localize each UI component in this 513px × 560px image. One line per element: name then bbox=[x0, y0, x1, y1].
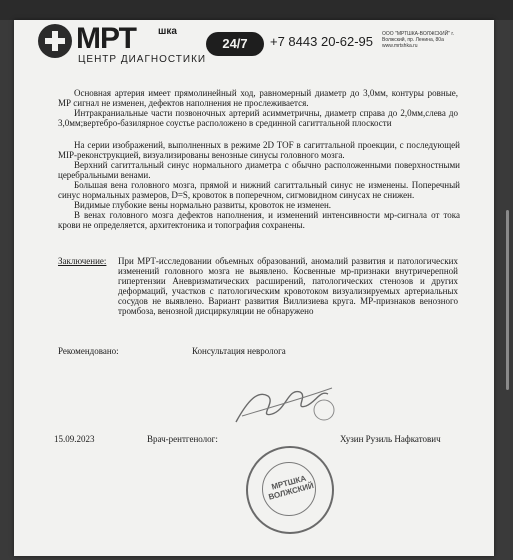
recommendation-value: Консультация невролога bbox=[192, 346, 286, 356]
conclusion-label: Заключение: bbox=[58, 256, 107, 266]
paragraph: Основная артерия имеет прямолинейный ход, равномерный диаметр до 3,0мм, контуры ровные, МР сигнал не изменен, дефектов наполнения не прослеживается. bbox=[58, 88, 458, 108]
paragraph: Большая вена головного мозга, прямой и нижний сагиттальный синус не изменены. Поперечный синус нормальных размеров, D=S, кровоток в поперечном, сигмовидном синусах не снижен. bbox=[58, 180, 460, 200]
conclusion-text: При МРТ-исследовании объемных образований, аномалий развития и патологических изменений головного мозга не выявлено. Косвенные мр-признаки внутричерепной гипертензии Аневризматических расширений, патологических стенозов и других деформаций, участков с патологическим кровотоком визуализируемых артериальных сосудов не выявлено. Вариант развития Виллизиева круга. МР-признаков венозного тромбоза, венозной дисциркуляции не обнаружено bbox=[118, 256, 458, 316]
logo-subtitle: ЦЕНТР ДИАГНОСТИКИ bbox=[78, 54, 207, 65]
phone-number: +7 8443 20-62-95 bbox=[270, 34, 374, 49]
logo-name: МРТ bbox=[76, 22, 136, 55]
report-paragraph-block-2 bbox=[58, 140, 460, 230]
paragraph: Верхний сагиттальный синус нормального диаметра с обычно расположенными поверхностными церебральными венами. bbox=[58, 160, 460, 180]
paragraph: На серии изображений, выполненных в режиме 2D TOF в сагиттальной проекции, с последующей МIР-реконструкцией, визуализированы венозные синусы головного мозга. bbox=[58, 140, 460, 160]
report-date: 15.09.2023 bbox=[54, 434, 95, 444]
hours-badge: 24/7 bbox=[206, 32, 264, 56]
window-top-bar bbox=[0, 0, 513, 20]
paragraph: В венах головного мозга дефектов наполнения, и изменений интенсивности мр-сигнала от тока крови не определяется, архитектоника и топография сохранены. bbox=[58, 210, 460, 230]
doctor-label: Врач-рентгенолог: bbox=[147, 434, 218, 444]
recommendation-label: Рекомендовано: bbox=[58, 346, 119, 356]
stamp-text: МРТШКА ВОЛЖСКИЙ bbox=[267, 473, 315, 502]
scrollbar[interactable] bbox=[506, 210, 509, 390]
doctor-signature bbox=[228, 370, 348, 430]
report-paragraph-block-1 bbox=[58, 88, 458, 128]
doctor-name: Хузин Рузиль Нафкатович bbox=[340, 434, 441, 444]
paragraph: Интракраниальные части позвоночных артерий асимметричны, диаметр справа до 2,0мм,слева до 3,0мм;вертебро-базилярное соустье расположено в срединной сагиттальной плоскости bbox=[58, 108, 458, 128]
company-info: ООО "МРТШКА-ВОЛЖСКИЙ" г. Волжский, пр. Ленина, 80а www.mrtshka.ru bbox=[382, 31, 454, 49]
medical-cross-icon bbox=[38, 24, 72, 58]
paragraph: Видимые глубокие вены нормально развиты, кровоток не изменен. bbox=[74, 200, 332, 210]
logo-suffix: шка bbox=[158, 26, 177, 37]
clinic-stamp bbox=[246, 446, 334, 534]
